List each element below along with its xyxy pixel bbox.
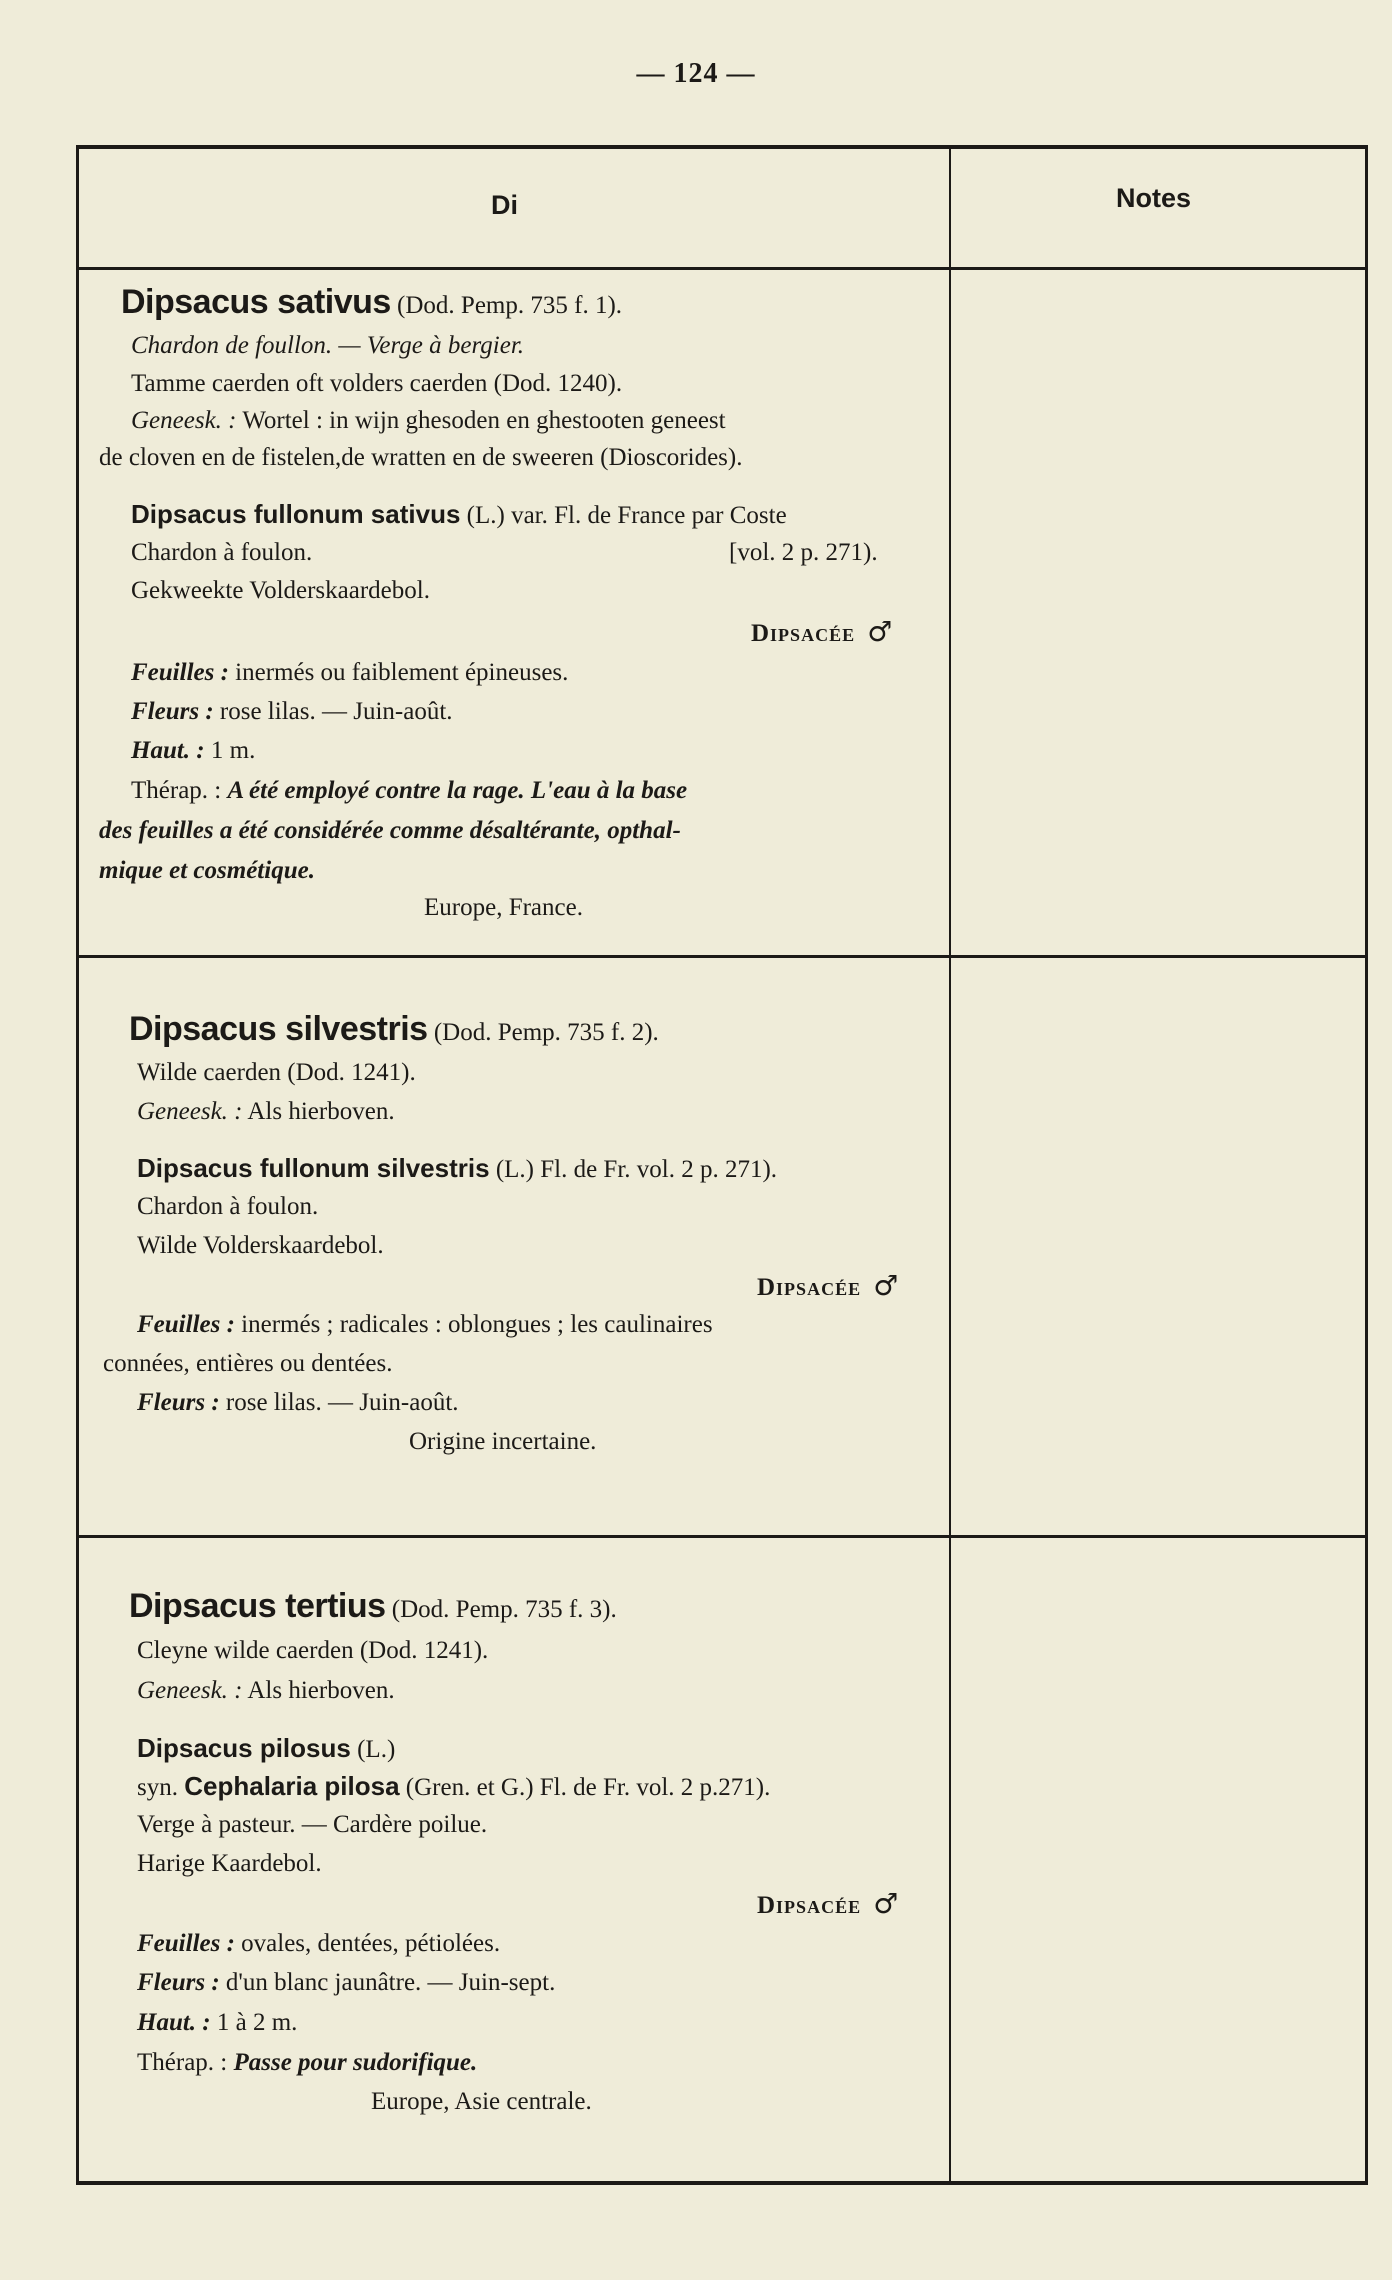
fleurs-line: [137, 1970, 555, 1995]
modern-common-nl: Gekweekte Volderskaardebol.: [131, 577, 430, 604]
species-line: [121, 285, 622, 319]
fleurs-label: Fleurs :: [137, 1389, 220, 1416]
modern-common-nl: Wilde Volderskaardebol.: [137, 1232, 384, 1259]
feuilles-line: [137, 1312, 713, 1337]
fleurs-text: rose lilas. — Juin-août.: [219, 698, 453, 725]
species-ref: (Dod. Pemp. 735 f. 2).: [433, 1019, 659, 1046]
fleurs-line: [131, 699, 453, 724]
modern-ref: (L.) var. Fl. de France par Coste: [466, 502, 787, 529]
geneesk-line: [131, 408, 726, 433]
therap-text: Passe pour sudorifique.: [233, 2049, 478, 2076]
geneesk-text: Wortel : in wijn ghesoden en ghestooten geneest: [242, 407, 726, 434]
origin: Europe, France.: [424, 894, 583, 921]
modern-common-fr: Chardon à foulon.: [131, 539, 313, 566]
male-symbol-icon: ♂: [873, 1269, 899, 1302]
modern-name-line: [137, 1735, 395, 1762]
fleurs-text: d'un blanc jaunâtre. — Juin-sept.: [225, 1969, 556, 1996]
haut-text: 1 à 2 m.: [216, 2009, 298, 2036]
modern-name-line: [137, 1155, 777, 1182]
modern-ref: (L.) Fl. de Fr. vol. 2 p. 271).: [495, 1156, 778, 1183]
modern-name: Dipsacus fullonum sativus: [131, 499, 461, 529]
modern-name: Dipsacus pilosus: [137, 1733, 351, 1763]
table-bottom-rule: [76, 2181, 1368, 2185]
entry-divider-1: [79, 955, 1365, 958]
geneesk-label: Geneesk. :: [131, 407, 237, 434]
feuilles-line: [137, 1931, 500, 1956]
species-name: Dipsacus sativus: [121, 283, 391, 321]
species-ref: (Dod. Pemp. 735 f. 3).: [391, 1596, 617, 1623]
species-ref: (Dod. Pemp. 735 f. 1).: [397, 292, 623, 319]
modern-common-fr: Chardon à foulon.: [137, 1193, 319, 1220]
origin: Europe, Asie centrale.: [371, 2088, 592, 2115]
fleurs-text: rose lilas. — Juin-août.: [225, 1389, 459, 1416]
common-name-nl: Wilde caerden (Dod. 1241).: [137, 1059, 416, 1086]
family-line: [751, 615, 893, 648]
family-line: [757, 1269, 899, 1302]
haut-line: [131, 738, 255, 763]
page-number: — 124 —: [636, 58, 756, 89]
synonym-name: Cephalaria pilosa: [184, 1771, 400, 1801]
origin: Origine incertaine.: [409, 1428, 597, 1455]
feuilles-label: Feuilles :: [137, 1311, 235, 1338]
common-name-nl: Tamme caerden oft volders caerden (Dod. 1240).: [131, 370, 623, 397]
species-line: [129, 1012, 659, 1046]
fleurs-label: Fleurs :: [137, 1969, 220, 1996]
geneesk-text-cont: de cloven en de fistelen,de wratten en de sweeren (Dioscorides).: [99, 444, 743, 471]
therap-line: [131, 778, 687, 803]
haut-line: [137, 2010, 297, 2035]
haut-text: 1 m.: [210, 737, 256, 764]
synonym-ref: (Gren. et G.) Fl. de Fr. vol. 2 p.271).: [405, 1774, 771, 1801]
modern-ref-cont: [vol. 2 p. 271).: [729, 539, 878, 566]
feuilles-text: ovales, dentées, pétiolées.: [241, 1930, 501, 1957]
family-line: [757, 1887, 899, 1920]
family-name: Dipsacée: [751, 620, 856, 647]
species-name: Dipsacus silvestris: [129, 1010, 428, 1048]
therap-text-cont: mique et cosmétique.: [99, 857, 315, 884]
therap-label: Thérap. :: [131, 777, 222, 804]
therap-line: [137, 2050, 477, 2075]
therap-text: A été employé contre la rage. L'eau à la base: [227, 777, 688, 804]
geneesk-text: Als hierboven.: [247, 1098, 395, 1125]
geneesk-line: [137, 1678, 395, 1703]
geneesk-line: [137, 1099, 395, 1124]
fleurs-label: Fleurs :: [131, 698, 214, 725]
therap-text-cont: des feuilles a été considérée comme désaltérante, opthal-: [99, 817, 681, 844]
geneesk-text: Als hierboven.: [247, 1677, 395, 1704]
feuilles-label: Feuilles :: [137, 1930, 235, 1957]
haut-label: Haut. :: [131, 737, 205, 764]
feuilles-label: Feuilles :: [131, 659, 229, 686]
male-symbol-icon: ♂: [873, 1887, 899, 1920]
column-header-di: Di: [491, 190, 518, 220]
family-name: Dipsacée: [757, 1274, 862, 1301]
modern-common-fr: Verge à pasteur. — Cardère poilue.: [137, 1811, 488, 1838]
haut-label: Haut. :: [137, 2009, 211, 2036]
table-top-rule: [76, 145, 1368, 149]
column-divider: [949, 145, 951, 2185]
species-name: Dipsacus tertius: [129, 1587, 386, 1625]
common-name-fr: Chardon de foullon. — Verge à bergier.: [131, 332, 525, 359]
header-rule: [79, 267, 1365, 270]
geneesk-label: Geneesk. :: [137, 1677, 243, 1704]
synonym-line: [137, 1773, 770, 1800]
feuilles-text-cont: connées, entières ou dentées.: [103, 1350, 393, 1377]
therap-label: Thérap. :: [137, 2049, 228, 2076]
common-name-nl: Cleyne wilde caerden (Dod. 1241).: [137, 1637, 489, 1664]
column-header-notes: Notes: [1116, 183, 1192, 213]
family-name: Dipsacée: [757, 1892, 862, 1919]
synonym-prefix: syn.: [137, 1774, 178, 1801]
geneesk-label: Geneesk. :: [137, 1098, 243, 1125]
species-line: [129, 1589, 617, 1623]
fleurs-line: [137, 1390, 459, 1415]
modern-name-line: [131, 501, 787, 528]
herbal-table: [76, 145, 1368, 2185]
modern-common-nl: Harige Kaardebol.: [137, 1850, 322, 1877]
feuilles-text: inermés ; radicales : oblongues ; les caulinaires: [241, 1311, 713, 1338]
modern-name: Dipsacus fullonum silvestris: [137, 1153, 490, 1183]
modern-ref: (L.): [357, 1736, 396, 1763]
male-symbol-icon: ♂: [867, 615, 893, 648]
feuilles-line: [131, 660, 568, 685]
feuilles-text: inermés ou faiblement épineuses.: [235, 659, 569, 686]
entry-divider-2: [79, 1535, 1365, 1538]
